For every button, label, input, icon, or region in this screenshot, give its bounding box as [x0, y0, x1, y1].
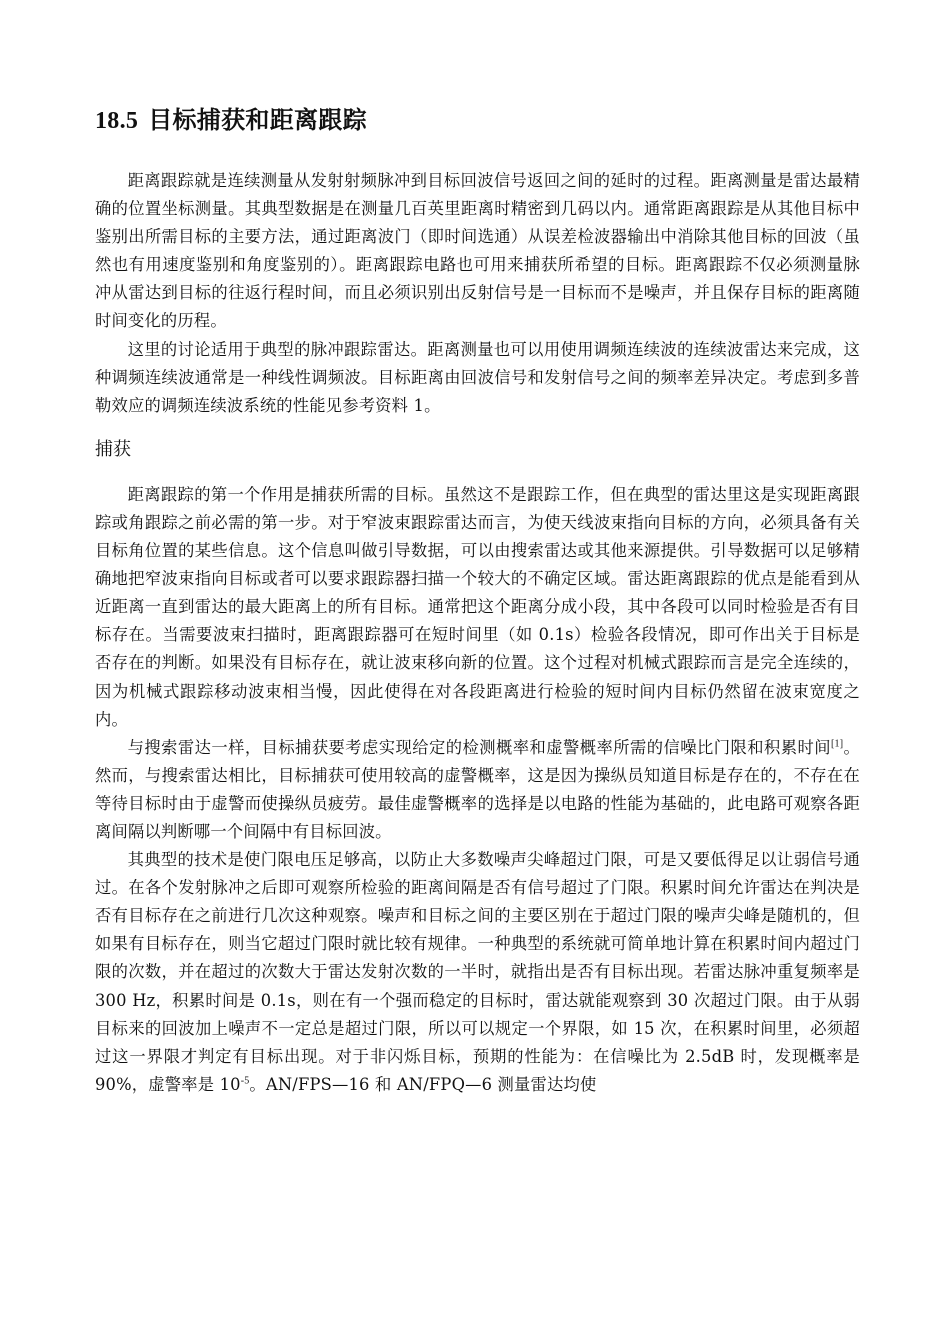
- intro-paragraph-1: 距离跟踪就是连续测量从发射射频脉冲到目标回波信号返回之间的延时的过程。距离测量是雷达最精确的位置坐标测量。其典型数据是在测量几百英里距离时精密到几码以内。通常距离跟踪是从其他目标中鉴别出所需目标的主要方法，通过距离波门（即时间选通）从误差检波器输出中消除其他目标的回波（虽然也有用速度鉴别和角度鉴别的）。距离跟踪电路也可用来捕获所希望的目标。距离跟踪不仅必须测量脉冲从雷达到目标的往返行程时间，而且必须识别出反射信号是一目标而不是噪声，并且保存目标的距离随时间变化的历程。: [95, 171, 860, 331]
- exponent: -5: [240, 1075, 250, 1087]
- paragraph-text: 。然而，与搜索雷达相比，目标捕获可使用较高的虚警概率，这是因为操纵员知道目标是存在的，不存在在等待目标时由于虚警而使操纵员疲劳。最佳虚警概率的选择是以电路的性能为基础的，此电路可观察各距离间隔以判断哪一个间隔中有目标回波。: [95, 737, 860, 841]
- subsection-heading-acquisition: 捕获: [95, 438, 131, 460]
- document-page: [95, 100, 860, 1099]
- paragraph-text: 其典型的技术是使门限电压足够高，以防止大多数噪声尖峰超过门限，可是又要低得足以让弱信号通过。在各个发射脉冲之后即可观察所检验的距离间隔是否有信号超过了门限。积累时间允许雷达在判决是否有目标存在之前进行几次这种观察。噪声和目标之间的主要区别在于超过门限的噪声尖峰是随机的，但如果有目标存在，则当它超过门限时就比较有规律。一种典型的系统就可简单地计算在积累时间内超过门限的次数，并在超过的次数大于雷达发射次数的一半时，就指出是否有目标出现。若雷达脉冲重复频率是 300 Hz，积累时间是 0.1s，则在有一个强而稳定的目标时，雷达就能观察到 30 次超过门限。由于从弱目标来的回波加上噪声不一定总是超过门限，所以可以规定一个界限，如 15 次，在积累时间里，必须超过这一界限才判定有目标出现。对于非闪烁目标，预期的性能为：在信噪比为 2.5dB 时，发现概率是 90%，虚警率是 10: [95, 850, 860, 1094]
- reference-citation: [1]: [830, 738, 844, 750]
- acquisition-paragraph-3: [95, 846, 860, 1099]
- section-title: [95, 100, 860, 141]
- acquisition-paragraph-2: [95, 734, 860, 846]
- section-title-text: 目标捕获和距离跟踪: [148, 105, 367, 134]
- paragraph-text: 。AN/FPS—16 和 AN/FPQ—6 测量雷达均使: [249, 1074, 597, 1094]
- acquisition-paragraph-1: 距离跟踪的第一个作用是捕获所需的目标。虽然这不是跟踪工作，但在典型的雷达里这是实现距离跟踪或角跟踪之前必需的第一步。对于窄波束跟踪雷达而言，为使天线波束指向目标的方向，必须具备有关目标角位置的某些信息。这个信息叫做引导数据，可以由搜索雷达或其他来源提供。引导数据可以足够精确地把窄波束指向目标或者可以要求跟踪器扫描一个较大的不确定区域。雷达距离跟踪的优点是能看到从近距离一直到雷达的最大距离上的所有目标。通常把这个距离分成小段，其中各段可以同时检验是否有目标存在。当需要波束扫描时，距离跟踪器可在短时间里（如 0.1s）检验各段情况，即可作出关于目标是否存在的判断。如果没有目标存在，就让波束移向新的位置。这个过程对机械式跟踪而言是完全连续的，因为机械式跟踪移动波束相当慢，因此使得在对各段距离进行检验的短时间内目标仍然留在波束宽度之内。: [95, 484, 860, 729]
- section-number: 18.5: [95, 108, 139, 134]
- intro-paragraph-2: 这里的讨论适用于典型的脉冲跟踪雷达。距离测量也可以用使用调频连续波的连续波雷达来完成，这种调频连续波通常是一种线性调频波。目标距离由回波信号和发射信号之间的频率差异决定。考虑到多普勒效应的调频连续波系统的性能见参考资料 1。: [95, 339, 860, 415]
- paragraph-text: 与搜索雷达一样，目标捕获要考虑实现给定的检测概率和虚警概率所需的信噪比门限和积累时间: [127, 737, 831, 757]
